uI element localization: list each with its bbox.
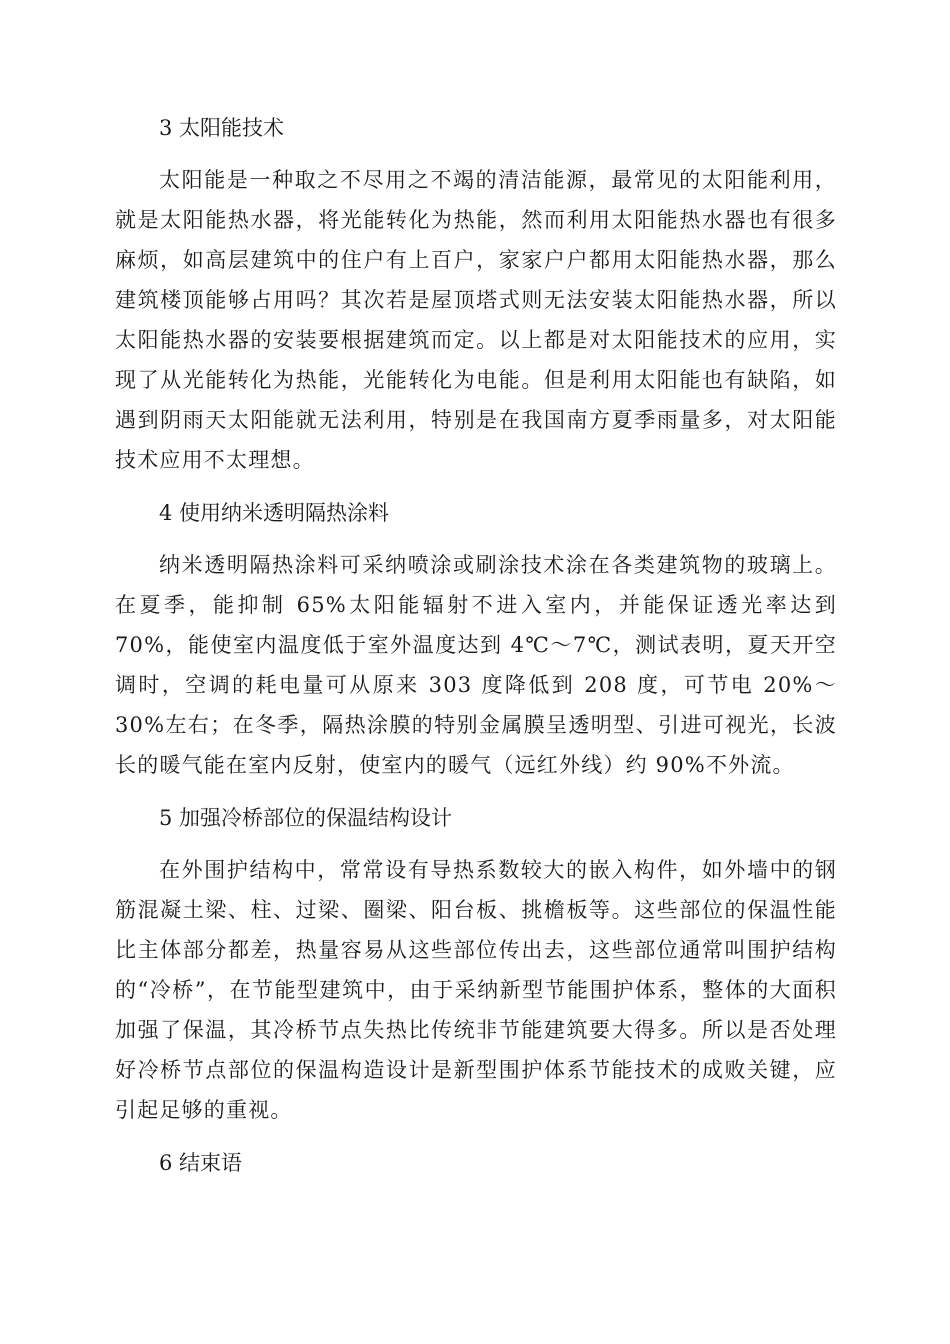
- section-heading-5: 5 加强冷桥部位的保温结构设计: [159, 806, 453, 830]
- document-body: [115, 108, 837, 1183]
- section-heading-4: 4 使用纳米透明隔热涂料: [159, 501, 390, 525]
- section-heading-3: 3 太阳能技术: [159, 116, 285, 140]
- section-paragraph-4: 纳米透明隔热涂料可采纳喷涂或刷涂技术涂在各类建筑物的玻璃上。在夏季，能抑制 65%太阳能辐射不进入室内，并能保证透光率达到 70%，能使室内温度低于室外温度达到 4℃～7℃，测试表明，夏天开空调时，空调的耗电量可从原来 303 度降低到 208 度，可节电 20%～30%左右；在冬季，隔热涂膜的特别金属膜呈透明型、引进可视光，长波长的暖气能在室内反射，使室内的暖气（远红外线）约 90%不外流。: [115, 553, 837, 777]
- section-paragraph-3: 太阳能是一种取之不尽用之不竭的清洁能源，最常见的太阳能利用，就是太阳能热水器，将光能转化为热能，然而利用太阳能热水器也有很多麻烦，如高层建筑中的住户有上百户，家家户户都用太阳能热水器，那么建筑楼顶能够占用吗？其次若是屋顶塔式则无法安装太阳能热水器，所以太阳能热水器的安装要根据建筑而定。以上都是对太阳能技术的应用，实现了从光能转化为热能，光能转化为电能。但是利用太阳能也有缺陷，如遇到阴雨天太阳能就无法利用，特别是在我国南方夏季雨量多，对太阳能技术应用不太理想。: [115, 168, 837, 472]
- section-heading-6: 6 结束语: [159, 1151, 243, 1175]
- section-paragraph-5: 在外围护结构中，常常设有导热系数较大的嵌入构件，如外墙中的钢筋混凝土梁、柱、过梁、圈梁、阳台板、挑檐板等。这些部位的保温性能比主体部分都差，热量容易从这些部位传出去，这些部位通常叫围护结构的“冷桥”，在节能型建筑中，由于采纳新型节能围护体系，整体的大面积加强了保温，其冷桥节点失热比传统非节能建筑要大得多。所以是否处理好冷桥节点部位的保温构造设计是新型围护体系节能技术的成败关键，应引起足够的重视。: [115, 858, 837, 1122]
